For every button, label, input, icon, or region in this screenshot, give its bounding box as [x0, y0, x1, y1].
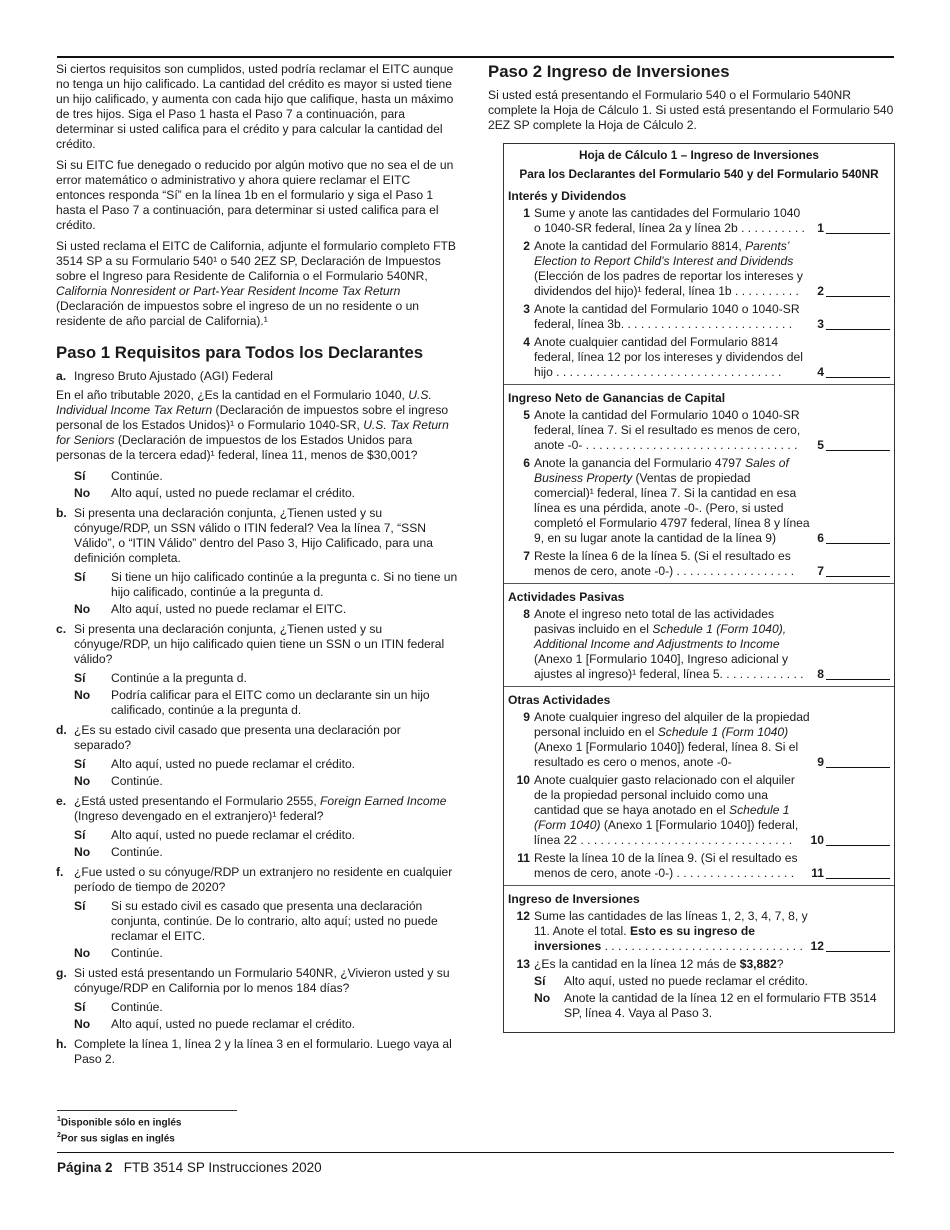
worksheet-line-4: 4 Anote cualquier cantidad del Formulario 8814 federal, línea 12 por los intereses y dividendos del hijo . . . . . . . . . . . . . . . . . . . . . . . . . . . . . . . . . . 4: [504, 335, 894, 380]
question-e: e. ¿Está usted presentando el Formulario 2555, Foreign Earned Income (Ingreso devengado en el extranjero)¹ federal?: [56, 794, 447, 823]
line-6-input[interactable]: [826, 531, 890, 544]
page-number: Página 2: [57, 1160, 113, 1175]
top-rule: [57, 56, 894, 58]
paso2-heading: Paso 2 Ingreso de Inversiones: [488, 62, 730, 81]
line-4-input[interactable]: [826, 365, 890, 378]
page-footer: [57, 1160, 322, 1175]
bottom-rule: [57, 1152, 894, 1153]
answers-b: Sí Si tiene un hijo calificado continúe a la pregunta c. Si no tiene un hijo calificado, continúe a la pregunta d. No Alto aquí, usted no puede reclamar el EITC.: [74, 570, 458, 616]
worksheet-line-13: 13 ¿Es la cantidad en la línea 12 más de $3,882? Sí Alto aquí, usted no puede reclamar el crédito. No Anote la cantidad de la línea 12 en el formulario FTB 3514 SP, línea 4. Vaya al Paso 3.: [516, 957, 877, 1020]
worksheet-line-1: 1 Sume y anote las cantidades del Formulario 1040 o 1040-SR federal, línea 2a y línea 2b . . . . . . . . . . 1: [504, 206, 894, 236]
answers-d: Sí Alto aquí, usted no puede reclamar el crédito. No Continúe.: [74, 757, 356, 788]
worksheet-line-11: 11 Reste la línea 10 de la línea 9. (Si el resultado es menos de cero, anote -0-) . . . . . . . . . . . . . . . . . . 11: [504, 851, 894, 881]
section-interes-dividendos: Interés y Dividendos: [508, 189, 627, 203]
answers-a: Sí Continúe. No Alto aquí, usted no puede reclamar el crédito.: [74, 469, 356, 500]
line-10-input[interactable]: [826, 833, 890, 846]
worksheet-line-5: 5 Anote la cantidad del Formulario 1040 o 1040-SR federal, línea 7. Si el resultado es menos de cero, anote -0- . . . . . . . . . . . . . . . . . . . . . . . . . . . . . . . . 5: [504, 408, 894, 453]
worksheet-title: Hoja de Cálculo 1 – Ingreso de Inversiones: [579, 148, 819, 162]
worksheet-line-9: 9 Anote cualquier ingreso del alquiler de la propiedad personal incluido en el Schedule 1 (Form 1040) (Anexo 1 [Formulario 1040]) federal, línea 8. Si el resultado es cero o menos, anote -0- 9: [504, 710, 894, 770]
footnote-2: $^2$Por sus siglas en inglés: [57, 1131, 175, 1145]
footnotes: [57, 1114, 181, 1146]
answers-f: Sí Si su estado civil es casado que presenta una declaración conjunta, continúe. De lo contrario, alto aquí; usted no puede reclamar el EITC. No Continúe.: [74, 899, 438, 960]
line-12-input[interactable]: [826, 939, 890, 952]
section-ganancias-capital: Ingreso Neto de Ganancias de Capital: [508, 391, 726, 405]
worksheet-subtitle: Para los Declarantes del Formulario 540 y del Formulario 540NR: [519, 167, 879, 181]
line-5-input[interactable]: [826, 438, 890, 451]
worksheet-line-8: 8 Anote el ingreso neto total de las actividades pasivas incluido en el Schedule 1 (Form 1040), Additional Income and Adjustments to Income (Anexo 1 [Formulario 1040], Ingreso adicional y ajustes al ingreso)¹ federal, línea 5. . . . . . . . . . . . . 8: [504, 607, 894, 682]
question-g: g. Si usted está presentando un Formulario 540NR, ¿Vivieron usted y su cónyuge/RDP en California por lo menos 184 días?: [56, 966, 450, 995]
intro-paragraph-2: Si su EITC fue denegado o reducido por algún motivo que no sea el de un error matemático o administrativo y ahora quiere reclamar el EITC entonces responda “Sí” en la línea 1b en el formulario y siga el Paso 1 hasta el Paso 7 a continuación, para determinar si usted califica para el crédito.: [56, 158, 454, 232]
worksheet-line-7: 7 Reste la línea 6 de la línea 5. (Si el resultado es menos de cero, anote -0-) . . . . . . . . . . . . . . . . . . 7: [504, 549, 894, 579]
section-ingreso-inversiones: Ingreso de Inversiones: [508, 892, 640, 906]
paso1-heading: Paso 1 Requisitos para Todos los Declarantes: [56, 343, 424, 362]
line-8-input[interactable]: [826, 667, 890, 680]
answers-c: Sí Continúe a la pregunta d. No Podría calificar para el EITC como un declarante sin un hijo calificado, continúe a la pregunta d.: [74, 671, 430, 717]
intro-paragraph-3: Si usted reclama el EITC de California, adjunte el formulario completo FTB 3514 SP a su Formulario 540¹ o 540 2EZ SP, Declaración de Impuestos sobre el Ingreso para Residente de California o el Formulario 540NR, California Nonresident or Part-Year Resident Income Tax Return (Declaración de impuestos sobre el ingreso de un no residente o un residente de año parcial de California).¹: [56, 239, 456, 328]
line-3-input[interactable]: [826, 317, 890, 330]
footnote-1: $^1$Disponible sólo en inglés: [57, 1116, 182, 1129]
worksheet-line-6: 6 Anote la ganancia del Formulario 4797 Sales of Business Property (Ventas de propiedad comercial)¹ federal, línea 7. Si la cantidad en esa línea es una pérdida, anote -0-. (Pero, si usted completó el Formulario 4797 federal, línea 8 y línea 9, en su lugar anote la cantidad de la línea 9) 6: [504, 456, 894, 546]
worksheet-1: [503, 143, 895, 1033]
line-11-input[interactable]: [826, 866, 890, 879]
answers-g: Sí Continúe. No Alto aquí, usted no puede reclamar el crédito.: [74, 1000, 356, 1031]
worksheet-line-2: 2 Anote la cantidad del Formulario 8814, Parents’ Election to Report Child’s Interest and Dividends (Elección de los padres de reportar los intereses y dividendos del hijo)¹ federal, línea 1b . . . . . . . . . . 2: [504, 239, 894, 299]
paso2-intro: Si usted está presentando el Formulario 540 o el Formulario 540NR complete la Hoja de Cálculo 1. Si usted está presentando el Formulario 540 2EZ SP complete la Hoja de Cálculo 2.: [488, 88, 894, 132]
worksheet-line-3: 3 Anote la cantidad del Formulario 1040 o 1040-SR federal, línea 3b. . . . . . . . . . . . . . . . . . . . . . . . . . 3: [504, 302, 894, 332]
question-f: f. ¿Fue usted o su cónyuge/RDP un extranjero no residente en cualquier período de tiempo de 2020?: [56, 865, 453, 894]
question-b: b. Si presenta una declaración conjunta, ¿Tienen usted y su cónyuge/RDP, un SSN válido o ITIN federal? Vea la línea 7, “SSN Válido”, o “ITIN Válido” dentro del Paso 3, Hijo Calificado, para una definición completa.: [56, 506, 433, 565]
form-id: FTB 3514 SP Instrucciones 2020: [123, 1160, 322, 1175]
question-a: a. Ingreso Bruto Ajustado (AGI) Federal: [56, 369, 273, 383]
right-column: [488, 62, 894, 1033]
line-2-input[interactable]: [826, 284, 890, 297]
line-9-input[interactable]: [826, 755, 890, 768]
line-7-input[interactable]: [826, 564, 890, 577]
left-column: [56, 62, 459, 1071]
question-c: c. Si presenta una declaración conjunta, ¿Tienen usted y su cónyuge/RDP, un hijo calificado quien tiene un SSN o un ITIN federal válido?: [56, 622, 445, 666]
worksheet-line-12: 12 Sume las cantidades de las líneas 1, 2, 3, 4, 7, 8, y 11. Anote el total. Esto es su ingreso de inversiones . . . . . . . . . . . . . . . . . . . . . . . . . . . . . . 12: [504, 909, 894, 954]
footnote-rule: [57, 1110, 237, 1111]
intro-paragraph-1: Si ciertos requisitos son cumplidos, usted podría reclamar el EITC aunque no tenga un hijo calificado. La cantidad del crédito es mayor si usted tiene un hijo calificado, y aumenta con cada hijo que califique, hasta un máximo de tres hijos. Siga el Paso 1 hasta el Paso 7 a continuación, para determinar si usted califica para el crédito y para calcular la cantidad del crédito.: [56, 62, 454, 151]
agi-question: En el año tributable 2020, ¿Es la cantidad en el Formulario 1040, U.S. Individual Income Tax Return (Declaración de impuestos sobre el ingreso personal de los Estados Unidos)¹ o Formulario 1040-SR, U.S. Tax Return for Seniors (Declaración de impuestos de los Estados Unidos para personas de la tercera edad)¹ federal, línea 11, menos de $30,001?: [56, 388, 449, 462]
section-actividades-pasivas: Actividades Pasivas: [508, 590, 625, 604]
question-h: h. Complete la línea 1, línea 2 y la línea 3 en el formulario. Luego vaya al Paso 2.: [56, 1037, 452, 1066]
section-otras-actividades: Otras Actividades: [508, 693, 611, 707]
question-d: d. ¿Es su estado civil casado que presenta una declaración por separado?: [56, 723, 401, 752]
line-1-input[interactable]: [826, 221, 890, 234]
answers-e: Sí Alto aquí, usted no puede reclamar el crédito. No Continúe.: [74, 828, 356, 859]
worksheet-line-10: 10 Anote cualquier gasto relacionado con el alquiler de la propiedad personal incluido como una cantidad que se haya anotado en el Schedule 1 (Form 1040) (Anexo 1 [Formulario 1040]) federal, línea 22 . . . . . . . . . . . . . . . . . . . . . . . . . . . . . . . . 10: [504, 773, 894, 848]
